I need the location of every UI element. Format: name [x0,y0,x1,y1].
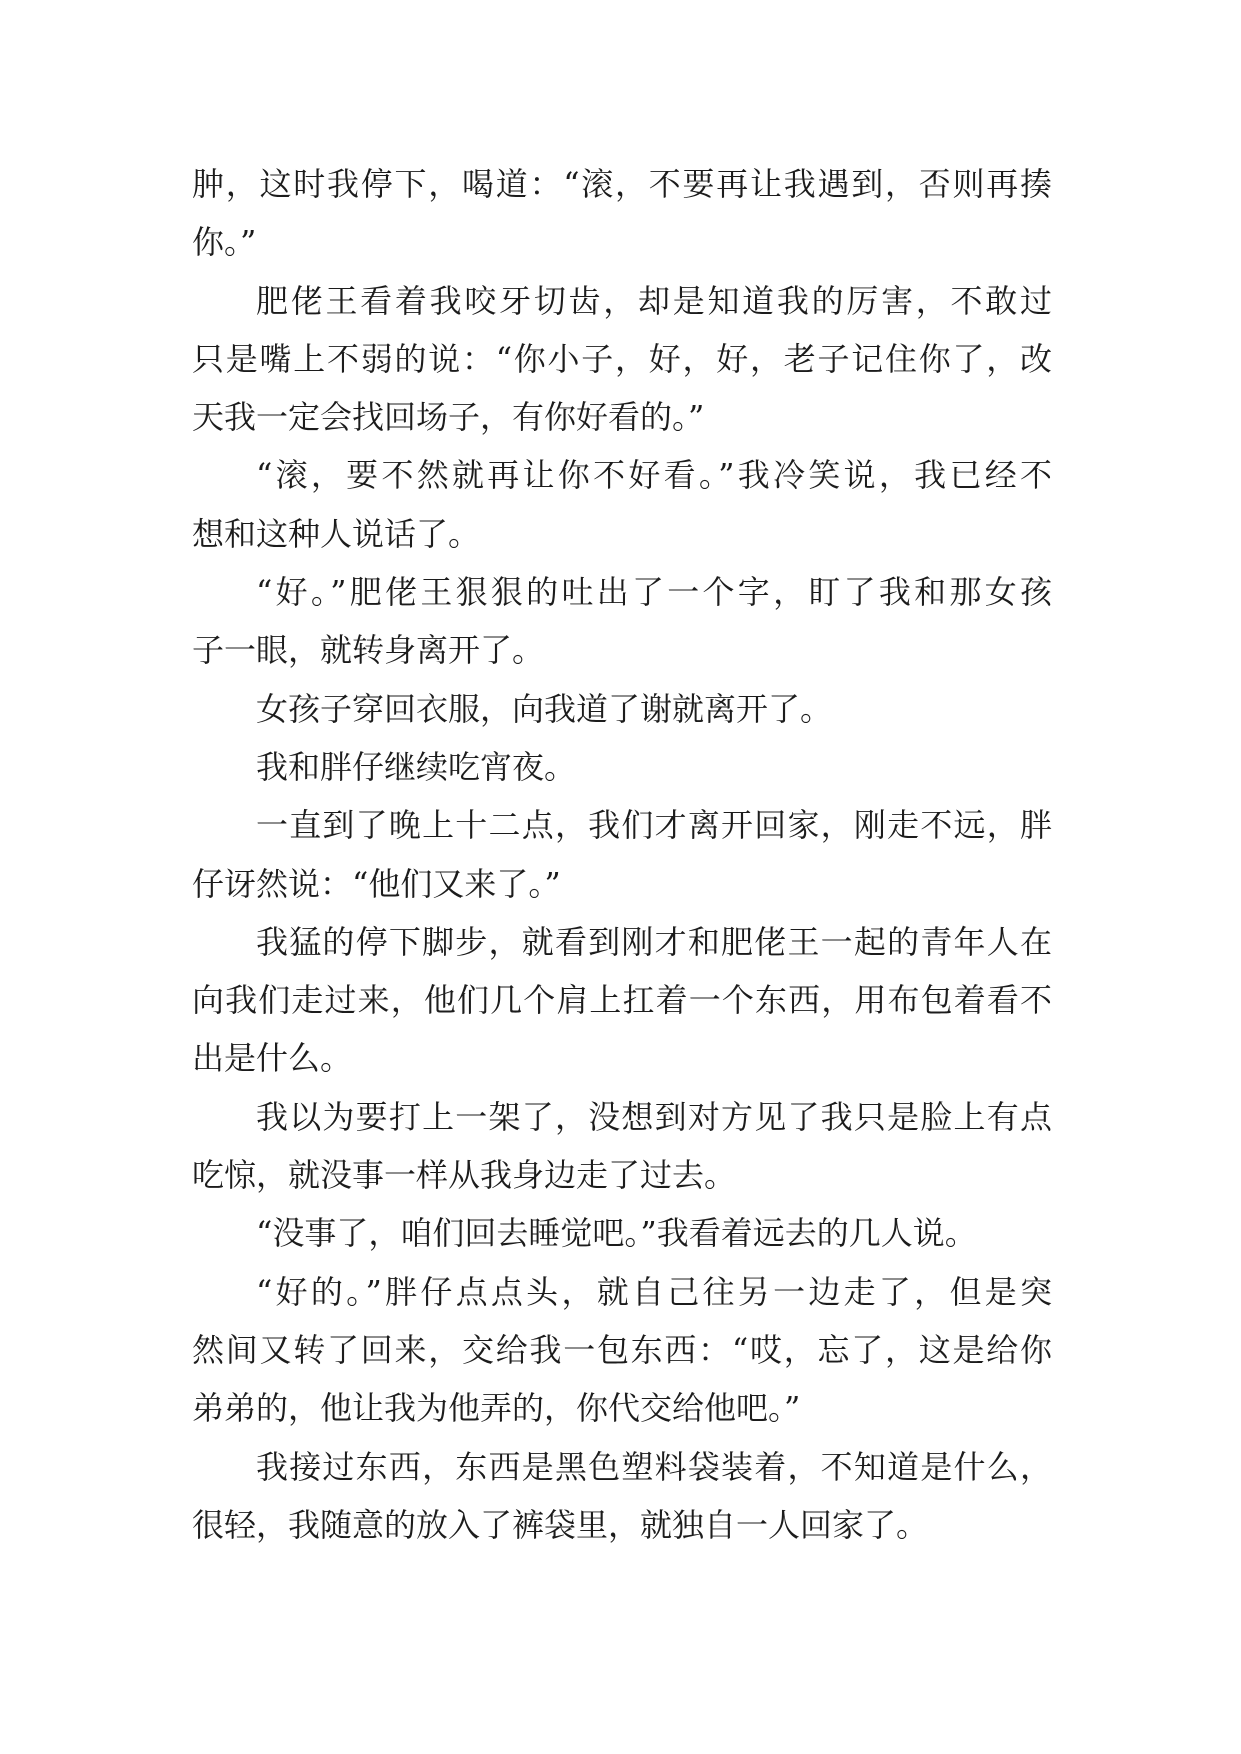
paragraph [192,563,1052,680]
paragraph [192,1263,1052,1438]
text-line: 我以为要打上一架了，没想到对方见了我只是脸上有点 [256,1097,1052,1136]
text-line: “好。”肥佬王狠狠的吐出了一个字，盯了我和那女孩 [256,573,1052,612]
text-line: 一直到了晚上十二点，我们才离开回家，刚走不远，胖 [256,806,1052,845]
text-line: “滚，要不然就再让你不好看。”我冷笑说，我已经不 [256,456,1052,495]
text-line: 肥佬王看着我咬牙切齿，却是知道我的厉害，不敢过 [256,281,1052,320]
paragraph [192,680,1052,738]
paragraph [192,1204,1052,1262]
text-line: 天我一定会找回场子，有你好看的。” [192,398,705,437]
text-line: 只是嘴上不弱的说：“你小子，好，好，老子记住你了，改 [192,339,1052,378]
text-line: “没事了，咱们回去睡觉吧。”我看着远去的几人说。 [256,1214,977,1253]
text-line: 我猛的停下脚步，就看到刚才和肥佬王一起的青年人在 [256,922,1052,961]
text-line: 出是什么。 [192,1039,353,1078]
paragraph [192,155,1052,272]
text-line: 仔讶然说：“他们又来了。” [192,864,561,903]
text-line: “好的。”胖仔点点头，就自己往另一边走了，但是突 [256,1272,1052,1311]
paragraph [192,796,1052,913]
paragraph [192,446,1052,563]
text-line: 向我们走过来，他们几个肩上扛着一个东西，用布包着看不 [192,981,1052,1020]
text-line: 然间又转了回来，交给我一包东西：“哎，忘了，这是给你 [192,1330,1052,1369]
paragraph [192,1438,1052,1555]
text-line: 女孩子穿回衣服，向我道了谢就离开了。 [256,689,833,728]
text-line: 我接过东西，东西是黑色塑料袋装着，不知道是什么， [256,1447,1052,1486]
text-line: 你。” [192,223,257,262]
paragraph [192,272,1052,447]
text-line: 子一眼，就转身离开了。 [192,631,545,670]
text-line: 吃惊，就没事一样从我身边走了过去。 [192,1156,737,1195]
body-text [192,155,1052,1554]
text-line: 弟弟的，他让我为他弄的，你代交给他吧。” [192,1389,801,1428]
paragraph [192,1088,1052,1205]
paragraph [192,913,1052,1088]
text-line: 想和这种人说话了。 [192,514,481,553]
text-line: 很轻，我随意的放入了裤袋里，就独自一人回家了。 [192,1505,929,1544]
text-line: 我和胖仔继续吃宵夜。 [256,747,577,786]
paragraph [192,738,1052,796]
text-line: 肿，这时我停下，喝道：“滚，不要再让我遇到，否则再揍 [192,165,1052,203]
